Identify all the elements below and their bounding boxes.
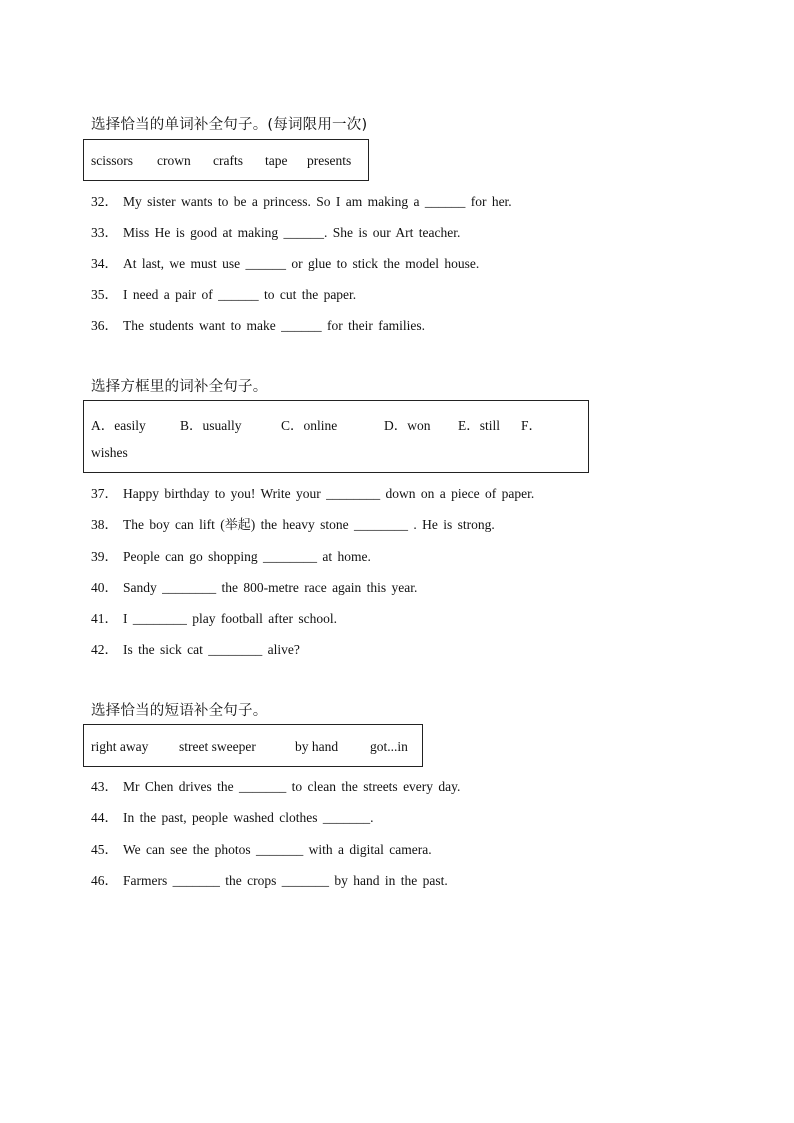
word-box-item: street sweeper <box>179 739 256 754</box>
word-box-item: D．won <box>384 418 431 433</box>
word-box-1 <box>83 139 369 181</box>
question-45: 45． We can see the photos _______ with a digital camera. <box>91 842 432 857</box>
word-box-item: F． <box>521 418 543 433</box>
word-box-item: by hand <box>295 739 339 754</box>
question-40: 40． Sandy ________ the 800-metre race again this year. <box>91 580 418 595</box>
word-box-2 <box>83 400 589 473</box>
word-box-item: scissors <box>91 153 134 168</box>
word-box-item: E．still <box>458 418 501 433</box>
word-box-item: right away <box>91 739 149 754</box>
word-box-3 <box>83 724 423 767</box>
section-2-heading: 选择方框里的词补全句子。 <box>91 379 268 395</box>
question-43: 43． Mr Chen drives the _______ to clean the streets every day. <box>91 779 461 794</box>
word-box-item: crafts <box>213 153 243 168</box>
question-44: 44． In the past, people washed clothes _______. <box>91 810 374 825</box>
question-37: 37． Happy birthday to you! Write your ________ down on a piece of paper. <box>91 486 535 501</box>
question-33: 33． Miss He is good at making ______. She is our Art teacher. <box>91 225 461 240</box>
question-36: 36． The students want to make ______ for their families. <box>91 318 426 333</box>
question-32: 32． My sister wants to be a princess. So I am making a ______ for her. <box>91 194 512 209</box>
word-box-item: A．easily <box>91 418 146 433</box>
question-41: 41． I ________ play football after school. <box>91 611 337 626</box>
question-42: 42． Is the sick cat ________ alive? <box>91 642 300 657</box>
chinese-gloss: 举起 <box>224 518 251 533</box>
word-box-item: crown <box>157 153 191 168</box>
word-box-item: tape <box>265 153 288 168</box>
question-39: 39． People can go shopping ________ at home. <box>91 549 371 564</box>
word-box-item: B．usually <box>180 418 242 433</box>
word-box-item: presents <box>307 153 352 168</box>
section-1-heading: 选择恰当的单词补全句子。(每词限用一次) <box>91 117 368 133</box>
question-35: 35． I need a pair of ______ to cut the paper. <box>91 287 357 302</box>
word-box-item: got...in <box>370 739 408 754</box>
question-38: 38． The boy can lift (举起) the heavy stone ________ . He is strong. <box>91 517 495 533</box>
question-46: 46． Farmers _______ the crops _______ by hand in the past. <box>91 873 448 888</box>
section-3-heading: 选择恰当的短语补全句子。 <box>91 703 268 719</box>
word-box-item: C．online <box>281 418 338 433</box>
word-box-item: wishes <box>91 445 128 460</box>
question-34: 34． At last, we must use ______ or glue to stick the model house. <box>91 256 480 271</box>
